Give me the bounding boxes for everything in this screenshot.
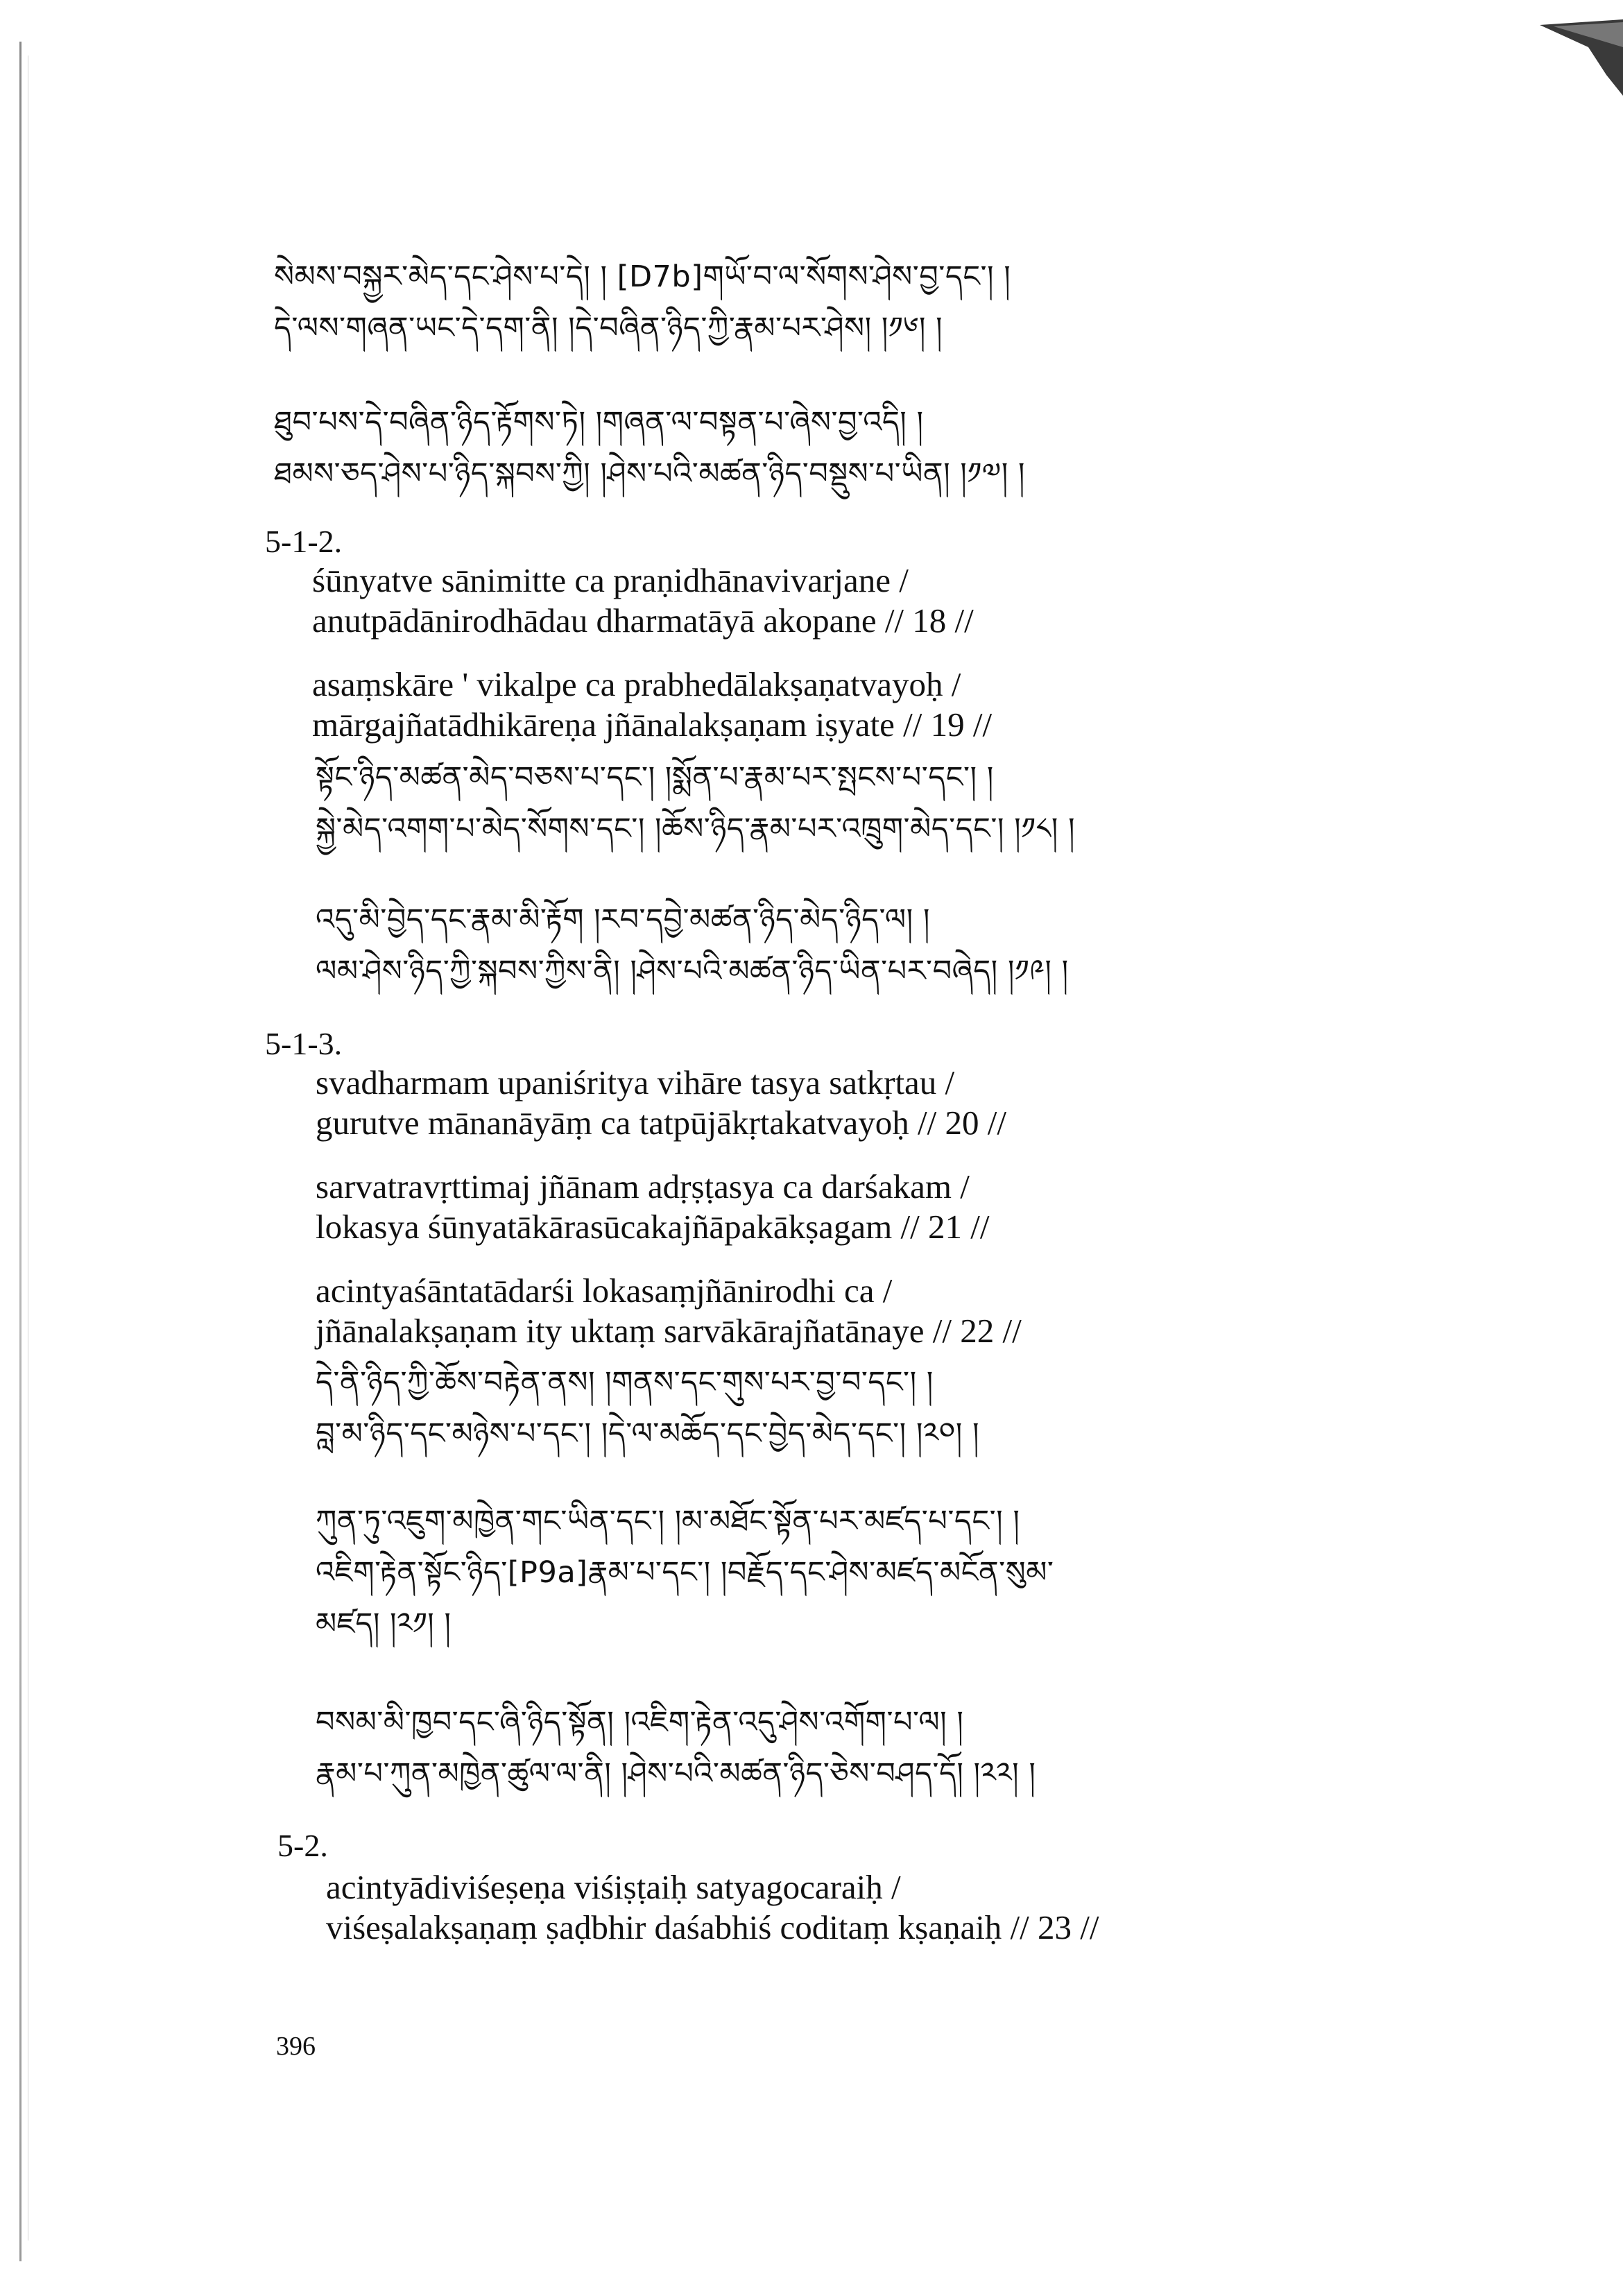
sanskrit-line: śūnyatve sānimitte ca praṇidhānavivarjane /: [312, 561, 909, 599]
tibetan-line: སྐྱེ་མེད་འགག་པ་མེད་སོགས་དང་། །ཆོས་ཉིད་རྣམ་པར་འཁྲུག་མེད་དང་། །༡༨། །: [316, 812, 1076, 846]
sanskrit-line: gurutve mānanāyāṃ ca tatpūjākṛtakatvayoḥ // 20 //: [316, 1104, 1006, 1142]
tibetan-line: མཛད། །༢༡། །: [316, 1607, 452, 1641]
tibetan-stanza-19: [316, 902, 1069, 1008]
sanskrit-line: mārgajñatādhikāreṇa jñānalakṣaṇam iṣyate // 19 //: [312, 705, 993, 744]
sanskrit-line: acintyādiviśeṣeṇa viśiṣṭaiḥ satyagocaraiḥ /: [326, 1868, 901, 1906]
section-heading: 5-1-2.: [265, 524, 343, 559]
tibetan-line: སེམས་བསྐྱར་མེད་དང་ཤེས་པ་དེ། ། [D7b]གཡོ་བ་ལ་སོགས་ཤེས་བྱ་དང་། །: [274, 259, 1011, 294]
sanskrit-line: viśeṣalakṣaṇaṃ ṣaḍbhir daśabhiś coditaṃ kṣaṇaiḥ // 23 //: [326, 1908, 1099, 1946]
tibetan-line: ཐམས་ཅད་ཤེས་པ་ཉིད་སྐབས་ཀྱི། །ཤེས་པའི་མཚན་ཉིད་བསྡུས་པ་ཡིན། །༡༧། །: [274, 456, 1025, 491]
tibetan-line: དེ་ནི་ཉིད་ཀྱི་ཆོས་བརྟེན་ནས། །གནས་དང་གུས་པར་བྱ་བ་དང་། །: [316, 1365, 934, 1400]
sanskrit-verse-19: [312, 665, 992, 745]
tibetan-stanza-18: [316, 760, 1076, 866]
tibetan-stanza-20: [316, 1365, 980, 1471]
tibetan-stanza-16: [274, 259, 1011, 365]
section-heading: 5-2.: [277, 1828, 328, 1863]
page-number: 396: [276, 2032, 316, 2061]
sanskrit-line: svadharmam upaniśritya vihāre tasya satkṛtau /: [316, 1063, 955, 1102]
tibetan-line: དེ་ལས་གཞན་ཡང་དེ་དག་ནི། །དེ་བཞིན་ཉིད་ཀྱི་རྣམ་པར་ཤེས། །༡༦། །: [274, 311, 943, 345]
tibetan-line: རྣམ་པ་ཀུན་མཁྱེན་ཚུལ་ལ་ནི། །ཤེས་པའི་མཚན་ཉིད་ཅེས་བཤད་དོ། །༢༢། །: [316, 1756, 1036, 1791]
sanskrit-verse-21: [316, 1167, 989, 1247]
scan-edge-shadow: [19, 42, 22, 2261]
sanskrit-verse-23: [326, 1867, 1099, 1948]
tibetan-stanza-17: [274, 405, 1025, 511]
tibetan-line: ཐུབ་པས་དེ་བཞིན་ཉིད་རྟོགས་ཏེ། །གཞན་ལ་བསྟན་པ་ཞེས་བྱ་འདི། །: [274, 405, 924, 440]
scan-corner-artifact: [1540, 19, 1623, 96]
tibetan-line: ལམ་ཤེས་ཉིད་ཀྱི་སྐབས་ཀྱིས་ནི། །ཤེས་པའི་མཚན་ཉིད་ཡིན་པར་བཞེད། །༡༩། །: [316, 954, 1069, 988]
tibetan-line: ཀུན་ཏུ་འཇུག་མཁྱེན་གང་ཡིན་དང་། །མ་མཐོང་སྟོན་པར་མཛད་པ་དང་། །: [316, 1504, 1020, 1539]
sanskrit-verse-22: [316, 1271, 1022, 1351]
tibetan-line: འཇིག་རྟེན་སྟོང་ཉིད་[P9a]རྣམ་པ་དང་། །བརྗོད་དང་ཤེས་མཛད་མངོན་སུམ་: [316, 1555, 1054, 1590]
tibetan-stanza-21: [316, 1504, 1054, 1661]
sanskrit-verse-18: [312, 560, 974, 641]
tibetan-line: བླ་མ་ཉིད་དང་མཉེས་པ་དང་། །དེ་ལ་མཆོད་དང་བྱེད་མེད་དང་། །༢༠། །: [316, 1416, 980, 1451]
sanskrit-line: anutpādānirodhādau dharmatāyā akopane // 18 //: [312, 601, 974, 640]
tibetan-stanza-22: [316, 1705, 1036, 1810]
tibetan-line: སྟོང་ཉིད་མཚན་མེད་བཅས་པ་དང་། །སྨོན་པ་རྣམ་པར་སྤངས་པ་དང་། །: [316, 760, 994, 795]
sanskrit-line: sarvatravṛttimaj jñānam adṛṣṭasya ca darśakam /: [316, 1167, 970, 1206]
tibetan-line: འདུ་མི་བྱེད་དང་རྣམ་མི་རྟོག །རབ་དབྱེ་མཚན་ཉིད་མེད་ཉིད་ལ། །: [316, 902, 930, 937]
sanskrit-line: acintyaśāntatādarśi lokasaṃjñānirodhi ca /: [316, 1271, 893, 1310]
sanskrit-line: jñānalakṣaṇam ity uktaṃ sarvākārajñatānaye // 22 //: [316, 1312, 1022, 1350]
sanskrit-line: lokasya śūnyatākārasūcakajñāpakākṣagam // 21 //: [316, 1208, 990, 1246]
tibetan-line: བསམ་མི་ཁྱབ་དང་ཞི་ཉིད་སྟོན། །འཇིག་རྟེན་འདུ་ཤེས་འགོག་པ་ལ། །: [316, 1705, 964, 1740]
sanskrit-verse-20: [316, 1063, 1006, 1143]
sanskrit-line: asaṃskāre ' vikalpe ca prabhedālakṣaṇatvayoḥ /: [312, 665, 961, 703]
section-heading: 5-1-3.: [265, 1026, 343, 1061]
